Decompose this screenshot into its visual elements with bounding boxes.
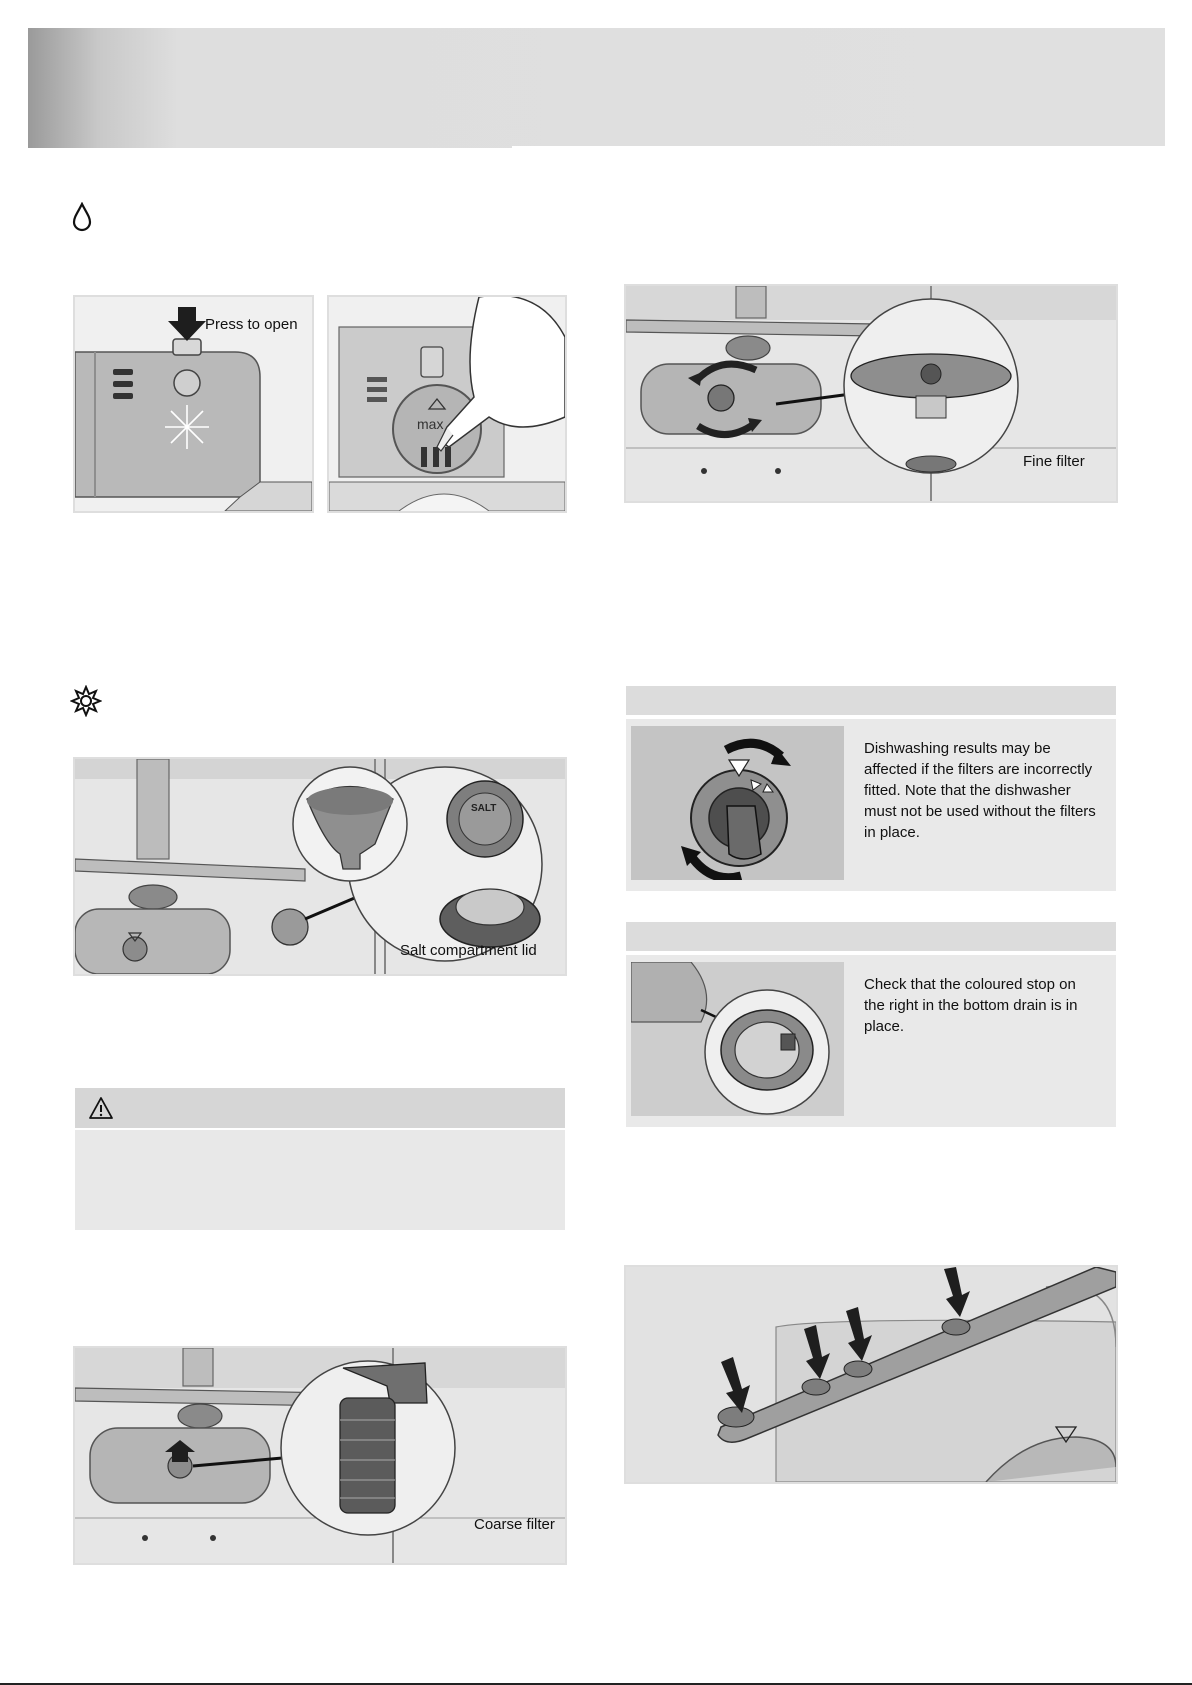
coarse-filter-figure (73, 1346, 567, 1565)
rinse-aid-press-figure (73, 295, 314, 513)
header-notch (512, 146, 1165, 150)
warning-header (75, 1088, 565, 1128)
header-band (28, 28, 1165, 148)
salt-lid-text: SALT (471, 803, 497, 814)
drain-stop-figure (631, 962, 844, 1116)
max-mark: max (417, 416, 444, 432)
press-to-open-label: Press to open (205, 316, 298, 333)
filters-note-header (626, 686, 1116, 715)
sun-icon (70, 685, 102, 717)
filters-note-panel (626, 719, 1116, 891)
warning-body (75, 1130, 565, 1230)
filters-note-text: Dishwashing results may be affected if the filters are incorrectly fitted. Note that the dishwasher must not be used without the filters in place. (864, 740, 1096, 841)
drain-note-text: Check that the coloured stop on the right in the bottom drain is in place. (864, 976, 1078, 1035)
warning-icon (88, 1096, 114, 1120)
coarse-filter-label: Coarse filter (474, 1516, 555, 1533)
rinse-aid-fill-figure (327, 295, 567, 513)
drop-icon (70, 202, 94, 232)
spray-arm-figure (624, 1265, 1118, 1484)
salt-compartment-figure (73, 757, 567, 976)
fine-filter-figure (624, 284, 1118, 503)
drain-note-panel (626, 955, 1116, 1127)
drain-note-header (626, 922, 1116, 951)
salt-compartment-lid-label: Salt compartment lid (400, 942, 537, 959)
filter-lock-figure (631, 726, 844, 880)
fine-filter-label: Fine filter (1023, 453, 1085, 470)
